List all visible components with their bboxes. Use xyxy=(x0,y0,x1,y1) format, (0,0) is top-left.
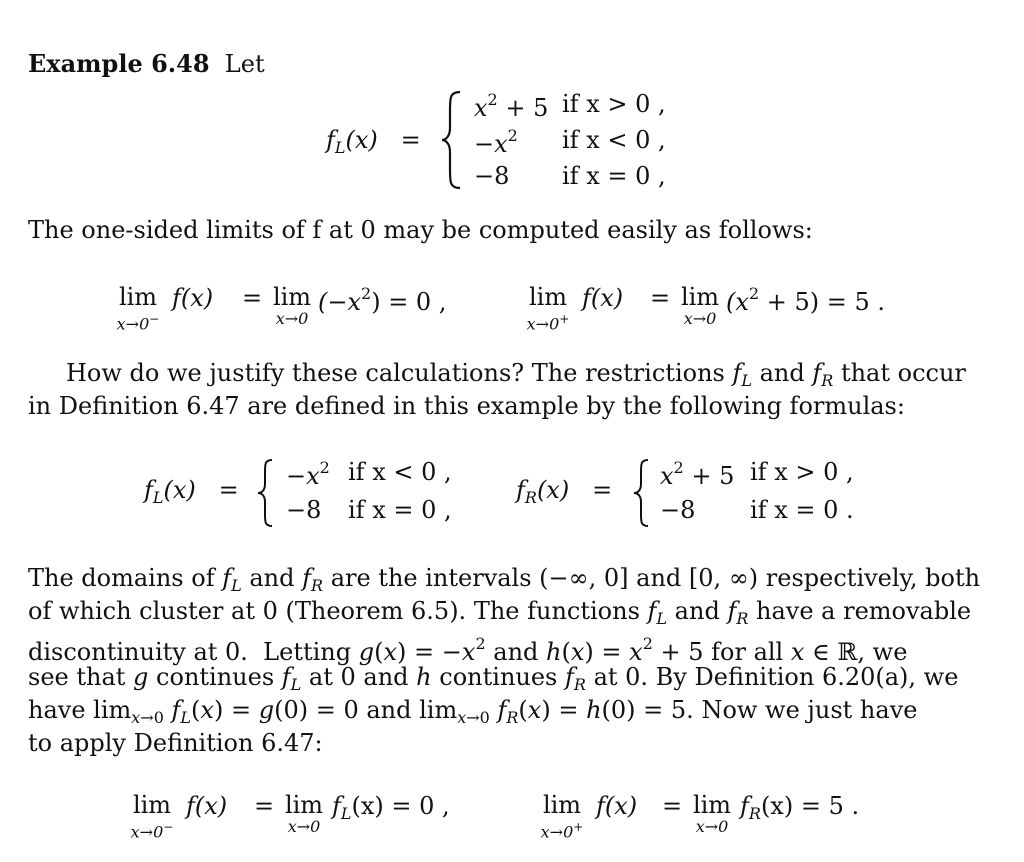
paragraph-3-line-4: see that g continues $f_L$ at 0 and h continues $f_R$ at 0. By Definition 6.20(a), we xyxy=(28,663,959,694)
def2-fr-case-1-expr: $x^2 + 5$ xyxy=(660,458,735,490)
lim-left-2: lim x→0− xyxy=(130,791,174,842)
lim-left-2-rhs: $f_L(x) = 0$ , xyxy=(332,792,450,823)
def1-case-2-expr: $-x^2$ xyxy=(474,126,518,158)
lim-right-1-eq: = xyxy=(650,284,671,312)
lim-left-2-eq: = xyxy=(254,792,275,820)
lim-right-1: lim x→0+ xyxy=(526,283,570,334)
lim-right-1-rhs: $(x^2 + 5) = 5$ . xyxy=(726,284,885,316)
lim-right-1-f: f(x) xyxy=(582,284,624,312)
def1-case-3-expr: −8 xyxy=(474,162,510,190)
paragraph-3-line-1: The domains of $f_L$ and $f_R$ are the intervals (−∞, 0] and [0, ∞) respectively, both xyxy=(28,564,981,595)
paragraph-3-line-6: to apply Definition 6.47: xyxy=(28,729,323,757)
lim-left-1: lim x→0− xyxy=(116,283,160,334)
def1-case-2-cond: if x < 0 , xyxy=(562,126,666,154)
def2-fr-lhs: $f_R(x)$ = xyxy=(516,476,613,507)
def2-fl-case-2-expr: −8 xyxy=(286,496,322,524)
lim-left-1-rhs: $(-x^2) = 0$ , xyxy=(318,284,447,316)
paragraph-1: The one-sided limits of f at 0 may be computed easily as follows: xyxy=(28,216,813,244)
paragraph-2-line-2: in Definition 6.47 are defined in this example by the following formulas: xyxy=(28,392,905,420)
def1-lhs: $f_L(x)$ = xyxy=(326,126,421,157)
lim-left-2-f: f(x) xyxy=(186,792,228,820)
def2-fl-lhs: $f_L(x)$ = xyxy=(144,476,239,507)
paragraph-3-line-3: discontinuity at 0. Letting $g(x) = -x^2$ and $h(x) = x^2 + 5$ for all x ∈ ℝ, we xyxy=(28,634,908,666)
lim-left-1-f: f(x) xyxy=(172,284,214,312)
def1-case-1-expr: $x^2 + 5$ xyxy=(474,90,549,122)
def2-fr-case-2-expr: −8 xyxy=(660,496,696,524)
lim-right-2b: lim x→0 xyxy=(692,791,732,836)
def1-case-3-cond: if x = 0 , xyxy=(562,162,666,190)
def2-fr-case-1-cond: if x > 0 , xyxy=(750,458,854,486)
paragraph-3-line-2: of which cluster at 0 (Theorem 6.5). The functions $f_L$ and $f_R$ have a removable xyxy=(28,597,972,628)
def2-fr-case-2-cond: if x = 0 . xyxy=(750,496,854,524)
def2-fl-case-1-cond: if x < 0 , xyxy=(348,458,452,486)
lim-right-1b: lim x→0 xyxy=(680,283,720,328)
def2-fl-case-2-cond: if x = 0 , xyxy=(348,496,452,524)
def1-case-1-cond: if x > 0 , xyxy=(562,90,666,118)
lim-right-2-eq: = xyxy=(662,792,683,820)
lim-right-2-f: f(x) xyxy=(596,792,638,820)
paragraph-2-line-1: How do we justify these calculations? The restrictions $f_L$ and $f_R$ that occur xyxy=(66,359,966,390)
lim-right-2: lim x→0+ xyxy=(540,791,584,842)
example-heading: Example 6.48 xyxy=(28,49,210,78)
def2-fl-case-1-expr: $-x^2$ xyxy=(286,458,330,490)
lim-left-2b: lim x→0 xyxy=(284,791,324,836)
example-let: Let xyxy=(224,50,265,78)
lim-left-1b: lim x→0 xyxy=(272,283,312,328)
lim-right-2-rhs: $f_R(x) = 5$ . xyxy=(740,792,860,823)
paragraph-3-line-5: have $\lim_{x\to 0} f_L(x) = g(0) = 0$ and $\lim_{x\to 0} f_R(x) = h(0) = 5$. Now we just have xyxy=(28,696,918,727)
lim-left-1-eq: = xyxy=(242,284,263,312)
